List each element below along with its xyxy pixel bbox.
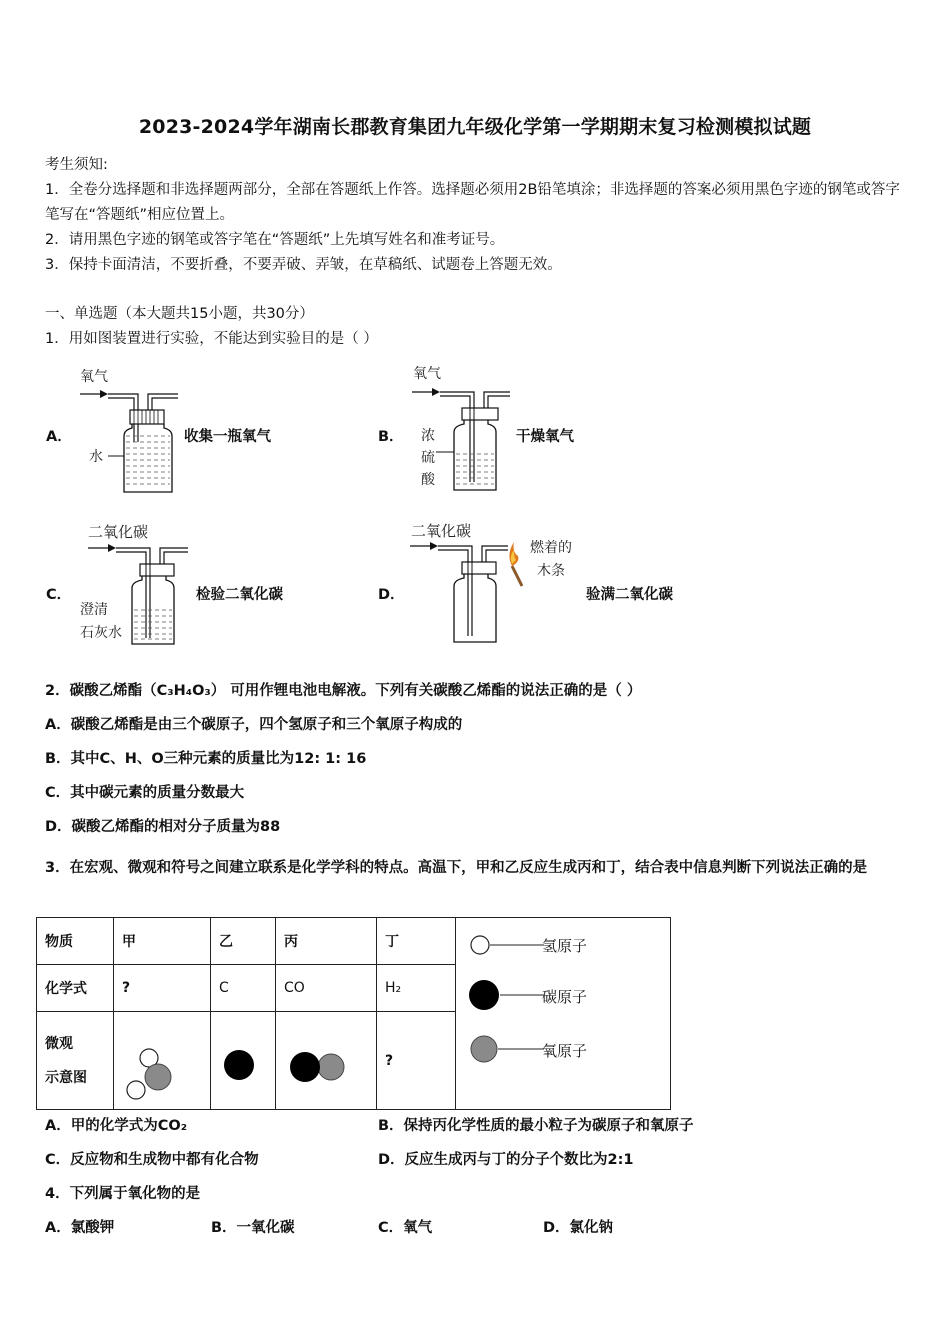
carbon-atom-icon: [469, 980, 499, 1010]
q1-option-d-letter: D．: [378, 587, 405, 603]
q1-a-gas-label: 氧气: [80, 369, 108, 385]
q1-c-liquid-line-1: 澄清: [80, 602, 108, 618]
q4-option-b: B．一氧化碳: [211, 1220, 295, 1236]
q3-header-yi: 乙: [211, 918, 276, 965]
q3-option-b: B．保持丙化学性质的最小粒子为碳原子和氧原子: [378, 1118, 694, 1134]
q4-stem: 4．下列属于氧化物的是: [45, 1186, 201, 1202]
q1-stem: 1．用如图装置进行实验，不能达到实验目的是（ ）: [45, 331, 378, 347]
q3-formula-bing: CO: [276, 965, 377, 1012]
q1-b-liquid-char-1: 浓: [421, 428, 435, 444]
carbon-atom-icon: [224, 1050, 254, 1080]
q4-option-c: C．氧气: [378, 1220, 433, 1236]
q3-legend-oxygen: 氧原子: [542, 1041, 588, 1060]
q1-option-c-letter: C．: [46, 587, 72, 603]
carbon-atom-icon: [290, 1052, 320, 1082]
q3-molecule-yi: [211, 1019, 271, 1099]
q3-stem: 3．在宏观、微观和符号之间建立联系是化学学科的特点。高温下，甲和乙反应生成丙和丁，结合表中信息判断下列说法正确的是: [45, 860, 868, 876]
q1-c-liquid-line-2: 石灰水: [80, 625, 122, 641]
q3-molecule-jia: [114, 1019, 184, 1099]
hydrogen-atom-icon: [127, 1081, 145, 1099]
q3-formula-label: 化学式: [37, 965, 114, 1012]
notice-item-1: 1．全卷分选择题和非选择题两部分，全部在答题纸上作答。选择题必须用2B铅笔填涂；非选择题的答案必须用黑色字迹的钢笔或答字笔写在“答题纸”相应位置上。: [45, 182, 900, 223]
q1-c-apparatus: [86, 538, 196, 650]
oxygen-atom-icon: [318, 1054, 344, 1080]
q3-diagram-label-line-2: 示意图: [45, 1069, 87, 1086]
q2-option-d: D．碳酸乙烯酯的相对分子质量为88: [45, 819, 281, 835]
q1-d-note-line-2: 木条: [537, 563, 565, 579]
page-title: 2023-2024学年湖南长郡教育集团九年级化学第一学期期末复习检测模拟试题: [138, 116, 812, 138]
q3-diagram-jia: [114, 1012, 211, 1110]
q1-b-liquid-char-2: 硫: [421, 450, 435, 466]
q1-b-liquid-char-3: 酸: [421, 472, 435, 488]
q3-option-d: D．反应生成丙与丁的分子个数比为2:1: [378, 1152, 634, 1168]
q4-option-d: D．氯化钠: [543, 1220, 614, 1236]
q3-diagram-label: [37, 1012, 114, 1110]
q3-diagram-ding: ?: [377, 1012, 456, 1110]
q3-header-bing: 丙: [276, 918, 377, 965]
hydrogen-atom-icon: [471, 936, 489, 954]
q3-diagram-label-line-1: 微观: [45, 1035, 73, 1052]
q2-option-c: C．其中碳元素的质量分数最大: [45, 785, 245, 801]
q1-d-gas-label: 二氧化碳: [411, 522, 472, 540]
q3-formula-ding: H₂: [377, 965, 456, 1012]
q1-d-apparatus: [408, 536, 538, 648]
q1-b-apparatus: [410, 382, 520, 494]
q3-option-c: C．反应物和生成物中都有化合物: [45, 1152, 259, 1168]
q3-formula-yi: C: [211, 965, 276, 1012]
q1-option-c-caption: 检验二氧化碳: [196, 587, 283, 603]
q3-legend-markers: [468, 935, 508, 1085]
q3-option-a: A．甲的化学式为CO₂: [45, 1118, 188, 1134]
q1-c-gas-label: 二氧化碳: [88, 523, 149, 541]
q1-option-b-letter: B．: [378, 429, 404, 445]
q1-d-note-line-1: 燃着的: [530, 540, 572, 556]
q2-option-a: A．碳酸乙烯酯是由三个碳原子，四个氢原子和三个氧原子构成的: [45, 717, 463, 733]
section-heading: 一、单选题（本大题共15小题，共30分）: [45, 306, 314, 322]
oxygen-atom-icon: [145, 1064, 171, 1090]
q1-option-a-caption: 收集一瓶氧气: [184, 429, 271, 445]
q1-option-d-caption: 验满二氧化碳: [586, 587, 673, 603]
oxygen-atom-icon: [471, 1036, 497, 1062]
q3-header-substance: 物质: [37, 918, 114, 965]
q1-option-b-caption: 干燥氧气: [516, 429, 574, 445]
q3-formula-jia: ?: [114, 965, 211, 1012]
q3-molecule-bing: [276, 1019, 362, 1099]
notice-heading: 考生须知:: [45, 157, 108, 173]
q3-legend-hydrogen: 氢原子: [542, 936, 588, 955]
q1-option-a-letter: A．: [46, 429, 72, 445]
notice-item-3: 3．保持卡面清洁，不要折叠，不要弄破、弄皱，在草稿纸、试题卷上答题无效。: [45, 257, 562, 273]
q3-diagram-bing: [276, 1012, 377, 1110]
q2-stem: 2．碳酸乙烯酯（C₃H₄O₃） 可用作锂电池电解液。下列有关碳酸乙烯酯的说法正确的是（ ）: [45, 683, 642, 699]
q3-header-jia: 甲: [114, 918, 211, 965]
q3-table: [36, 917, 671, 1110]
q1-b-gas-label: 氧气: [413, 366, 441, 382]
q3-diagram-yi: [211, 1012, 276, 1110]
q4-option-a: A．氯酸钾: [45, 1220, 115, 1236]
q1-a-liquid-label: 水: [89, 449, 103, 465]
q3-header-ding: 丁: [377, 918, 456, 965]
q3-legend-carbon: 碳原子: [542, 987, 588, 1006]
q3-legend: [456, 918, 671, 1110]
notice-item-2: 2．请用黑色字迹的钢笔或答字笔在“答题纸”上先填写姓名和准考证号。: [45, 232, 505, 248]
q1-a-apparatus: [78, 384, 188, 496]
q2-option-b: B．其中C、H、O三种元素的质量比为12: 1: 16: [45, 751, 367, 767]
